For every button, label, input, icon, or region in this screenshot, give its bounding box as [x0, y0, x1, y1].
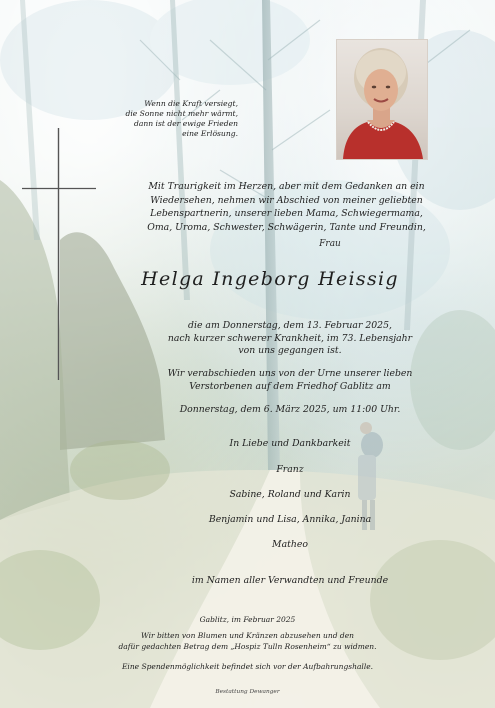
poem-line: die Sonne nicht mehr wärmt,	[125, 109, 238, 118]
place-date: Gablitz, im Februar 2025	[199, 615, 296, 624]
donation-request	[0, 631, 495, 652]
donation-box-note: Eine Spendenmöglichkeit befindet sich vor der Aufbahrungshalle.	[121, 662, 374, 671]
death-notice-line: die am Donnerstag, dem 13. Februar 2025,	[188, 320, 392, 331]
intro-line: Mit Traurigkeit im Herzen, aber mit dem Gedanken an ein	[148, 181, 425, 192]
poem	[88, 99, 238, 139]
intro-text	[0, 180, 495, 234]
poem-line: Wenn die Kraft versiegt,	[144, 99, 238, 108]
ceremony-date: Donnerstag, dem 6. März 2025, um 11:00 Uhr.	[179, 404, 401, 415]
mourner-name: Sabine, Roland und Karin	[229, 489, 351, 500]
death-notice-line: nach kurzer schwerer Krankheit, im 73. Lebensjahr	[167, 332, 413, 344]
farewell-text	[120, 368, 460, 393]
intro-line: Lebenspartnerin, unserer lieben Mama, Schwiegermama,	[150, 208, 423, 220]
intro-line: Oma, Uroma, Schwester, Schwägerin, Tante und Freundin,	[147, 221, 426, 233]
portrait-photo	[336, 39, 428, 160]
relatives-line: im Namen aller Verwandten und Freunde	[191, 575, 389, 586]
undertaker-label: Bestattung Dewanger	[215, 689, 280, 695]
donation-line: Wir bitten von Blumen und Kränzen abzusehen und den	[141, 631, 354, 640]
farewell-line: Wir verabschieden uns von der Urne unserer lieben	[167, 368, 413, 379]
death-notice-line: von uns gegangen ist.	[238, 345, 342, 356]
death-notice	[120, 320, 460, 358]
farewell-line: Verstorbenen auf dem Friedhof Gablitz am	[189, 380, 391, 392]
intro-line: Wiedersehen, nehmen wir Abschied von meiner geliebten	[150, 194, 423, 206]
poem-line: eine Erlösung.	[182, 129, 238, 138]
poem-line: dann ist der ewige Frieden	[133, 119, 238, 128]
cross-icon	[22, 128, 102, 380]
mourner-name: Benjamin und Lisa, Annika, Janina	[208, 514, 372, 525]
mourner-name: Matheo	[272, 539, 308, 550]
mourner-name: Franz	[276, 464, 304, 475]
donation-line: dafür gedachten Betrag dem „Hospiz Tulln Rosenheim“ zu widmen.	[118, 641, 377, 651]
deceased-name: Helga Ingeborg Heissig	[141, 268, 399, 290]
love-line: In Liebe und Dankbarkeit	[229, 438, 351, 449]
salutation: Frau	[319, 239, 341, 249]
